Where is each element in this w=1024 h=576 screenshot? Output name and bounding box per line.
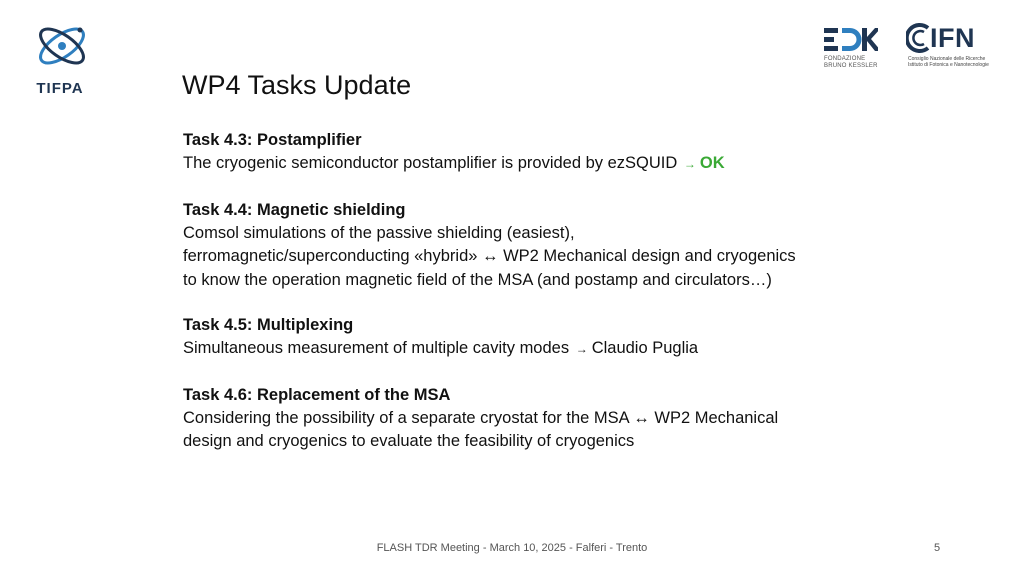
task-line: Comsol simulations of the passive shielding (easiest),: [183, 223, 575, 242]
task-line: Considering the possibility of a separate cryostat for the MSA ↔ WP2 Mechanical: [183, 408, 779, 427]
task-4-3: [183, 129, 903, 177]
tifpa-atom-icon: [34, 18, 94, 76]
task-line: to know the operation magnetic field of the MSA (and postamp and circulators…): [183, 270, 772, 289]
fbk-logo: [822, 26, 882, 72]
page-number: 5: [934, 542, 941, 554]
slide-footer: FLASH TDR Meeting - March 10, 2025 - Falferi - Trento: [376, 542, 648, 554]
fbk-subtitle: [824, 56, 878, 70]
ifn-subtitle-line2: Istituto di Fotonica e Nanotecnologie: [908, 62, 989, 68]
ifn-ring-icon: [906, 22, 932, 54]
arrow-right-icon: →: [683, 157, 696, 171]
task-4-5: [183, 314, 903, 362]
slide-title: WP4 Tasks Update: [182, 70, 412, 100]
task-line: design and cryogenics to evaluate the feasibility of cryogenics: [183, 432, 635, 450]
task-text: The cryogenic semiconductor postamplifier is provided by ezSQUID: [183, 154, 678, 172]
fbk-subtitle-line2: BRUNO KESSLER: [824, 63, 878, 69]
task-assignee: Claudio Puglia: [591, 339, 699, 357]
task-4-4: [183, 199, 903, 293]
fbk-subtitle-line1: FONDAZIONE: [824, 56, 866, 62]
task-heading: Task 4.5: Multiplexing: [183, 316, 354, 334]
ifn-wordmark: IFN: [930, 23, 975, 53]
tifpa-logo: [30, 18, 98, 102]
status-ok: OK: [699, 154, 725, 172]
task-heading: Task 4.6: Replacement of the MSA: [183, 385, 451, 404]
task-line: [183, 337, 903, 362]
task-heading: Task 4.4: Magnetic shielding: [183, 200, 406, 219]
ifn-subtitle: [908, 56, 989, 68]
fbk-mark-icon: [824, 26, 878, 54]
task-line: ferromagnetic/superconducting «hybrid» ↔ WP2 Mechanical design and cryogenics: [183, 247, 796, 265]
ifn-logo: [906, 22, 990, 72]
task-list: [183, 129, 903, 476]
task-line: [183, 152, 903, 177]
arrow-right-icon: →: [575, 342, 588, 356]
tifpa-wordmark: TIFPA: [36, 80, 84, 97]
task-text: Simultaneous measurement of multiple cavity modes: [183, 339, 570, 357]
task-4-6: [183, 384, 903, 454]
task-heading: Task 4.3: Postamplifier: [183, 131, 362, 149]
ifn-subtitle-line1: Consiglio Nazionale delle Ricerche: [908, 56, 986, 62]
